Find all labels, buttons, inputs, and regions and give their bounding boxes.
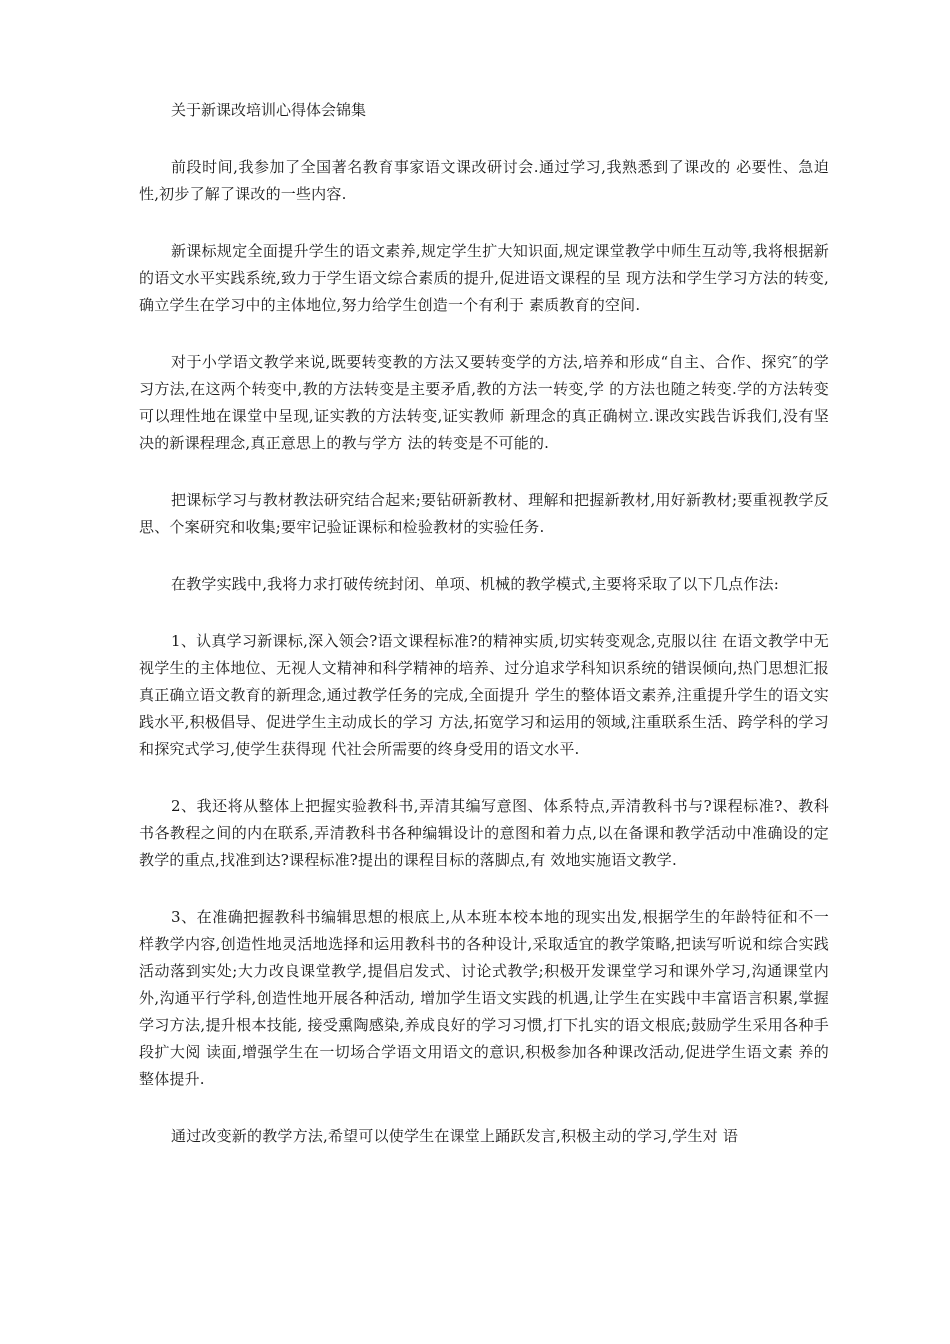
- paragraph-6: 1、认真学习新课标,深入领会?语文课程标准?的精神实质,切实转变观念,克服以往 在语文教学中无视学生的主体地位、无视人文精神和科学精神的培养、过分追求学科知识系统的错误倾向,热门思想汇报真正确立语文教育的新理念,通过教学任务的完成,全面提升 学生的整体语文素养,注重提升学生的语文实践水平,积极倡导、促进学生主动成长的学习 方法,拓宽学习和运用的领域,注重联系生活、跨学科的学习和探究式学习,使学生获得现 代社会所需要的终身受用的语文水平.: [139, 632, 829, 758]
- document-page: [139, 96, 829, 1150]
- paragraph-1: 前段时间,我参加了全国著名教育事家语文课改研讨会.通过学习,我熟悉到了课改的 必要性、急迫性,初步了解了课改的一些内容.: [139, 158, 829, 203]
- paragraph-7: 2、我还将从整体上把握实验教科书,弄清其编写意图、体系特点,弄清教科书与?课程标准?、教科书各教程之间的内在联系,弄清教科书各种编辑设计的意图和着力点,以在备课和教学活动中准确设的定教学的重点,找准到达?课程标准?提出的课程目标的落脚点,有 效地实施语文教学.: [139, 797, 829, 869]
- paragraph-4: 把课标学习与教材教法研究结合起来;要钻研新教材、理解和把握新教材,用好新教材;要重视教学反思、个案研究和收集;要牢记验证课标和检验教材的实验任务.: [139, 491, 829, 536]
- paragraph-3: 对于小学语文教学来说,既要转变教的方法又要转变学的方法,培养和形成“自主、合作、探究″的学习方法,在这两个转变中,教的方法转变是主要矛盾,教的方法一转变,学 的方法也随之转变.学的方法转变可以理性地在课堂中呈现,证实教的方法转变,证实教师 新理念的真正确树立.课改实践告诉我们,没有坚决的新课程理念,真正意思上的教与学方 法的转变是不可能的.: [139, 353, 829, 452]
- paragraph-9: 通过改变新的教学方法,希望可以使学生在课堂上踊跃发言,积极主动的学习,学生对 语: [171, 1127, 739, 1145]
- paragraph-5: 在教学实践中,我将力求打破传统封闭、单项、机械的教学模式,主要将采取了以下几点作法:: [171, 575, 779, 593]
- paragraph-8: 3、在准确把握教科书编辑思想的根底上,从本班本校本地的现实出发,根据学生的年龄特征和不一样教学内容,创造性地灵活地选择和运用教科书的各种设计,采取适宜的教学策略,把读写听说和综合实践活动落到实处;大力改良课堂教学,提倡启发式、讨论式教学;积极开发课堂学习和课外学习,沟通课堂内外,沟通平行学科,创造性地开展各种活动, 增加学生语文实践的机遇,让学生在实践中丰富语言积累,掌握学习方法,提升根本技能, 接受熏陶感染,养成良好的学习习惯,打下扎实的语文根底;鼓励学生采用各种手段扩大阅 读面,增强学生在一切场合学语文用语文的意识,积极参加各种课改活动,促进学生语文素 养的整体提升.: [139, 908, 829, 1088]
- document-title: 关于新课改培训心得体会锦集: [171, 101, 367, 119]
- paragraph-2: 新课标规定全面提升学生的语文素养,规定学生扩大知识面,规定课堂教学中师生互动等,我将根据新的语文水平实践系统,致力于学生语文综合素质的提升,促进语文课程的呈 现方法和学生学习方法的转变,确立学生在学习中的主体地位,努力给学生创造一个有利于 素质教育的空间.: [139, 242, 829, 314]
